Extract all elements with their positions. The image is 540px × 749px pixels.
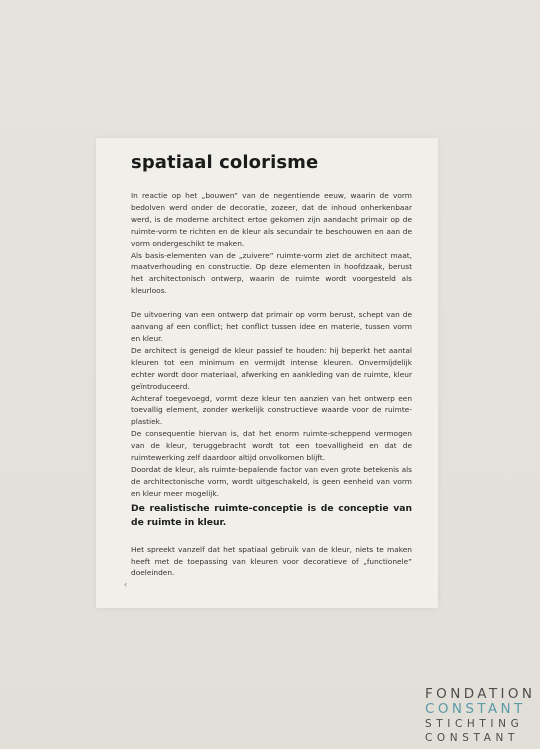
document-title: spatiaal colorisme <box>131 152 319 173</box>
closing-paragraph: Het spreekt vanzelf dat het spatiaal gebruik van de kleur, niets te maken heeft met de toepassing van kleuren voor decoratieve of „functionele” doeleinden. <box>131 544 412 578</box>
paragraph-4: De architect is geneigd de kleur passief te houden: hij beperkt het aantal kleuren tot een minimum en vermijdt intense kleuren. Onvermijdelijk echter wordt door materiaal, afwerking en aankleding van de ruimte, kleur geïntroduceerd. <box>131 345 412 391</box>
paragraph-gap <box>131 530 412 544</box>
logo-line-constant-2: CONSTANT <box>425 732 519 744</box>
margin-mark: ‹ <box>124 580 128 589</box>
paragraph-7: Doordat de kleur, als ruimte-bepalende factor van even grote betekenis als de architectonische vorm, wordt uitgeschakeld, is geen eenheid van vorm en kleur meer mogelijk. <box>131 464 412 498</box>
emphasis-statement: De realistische ruimte-conceptie is de conceptie van de ruimte in kleur. <box>131 502 412 528</box>
document-body <box>131 190 412 579</box>
paragraph-1: In reactie op het „bouwen” van de negentiende eeuw, waarin de vorm bedolven werd onder de decoratie, zozeer, dat de inhoud onherkenbaar werd, is de moderne architect ertoe gekomen zijn aandacht primair op de ruimte-vorm te richten en de kleur als secundair te beschouwen en aan de vorm ondergeschikt te maken. <box>131 191 412 248</box>
foundation-logo <box>425 687 535 745</box>
paragraph-2: Als basis-elementen van de „zuivere” ruimte-vorm ziet de architect maat, maatverhouding en constructie. Op deze elementen in hoofdzaak, berust het architectonisch ontwerp, waarin de ruimte wordt voorgesteld als kleurloos. <box>131 250 412 296</box>
paragraph-gap <box>131 297 412 309</box>
logo-line-fondation: FONDATION <box>425 686 536 702</box>
paragraph-3: De uitvoering van een ontwerp dat primair op vorm berust, schept van de aanvang af een conflict; het conflict tussen idee en materie, tussen vorm en kleur. <box>131 310 412 343</box>
logo-line-stichting: STICHTING <box>425 718 524 730</box>
paragraph-5: Achteraf toegevoegd, vormt deze kleur ten aanzien van het ontwerp een toevallig element, zonder werkelijk constructieve waarde voor de ruimte-plastiek. <box>131 393 412 427</box>
logo-line-constant: CONSTANT <box>425 701 526 717</box>
paragraph-6: De consequentie hiervan is, dat het enorm ruimte-scheppend vermogen van de kleur, teruggebracht wordt tot een toevalligheid en dat de ruimtewerking zelf daardoor altijd onvolkomen blijft. <box>131 429 412 463</box>
